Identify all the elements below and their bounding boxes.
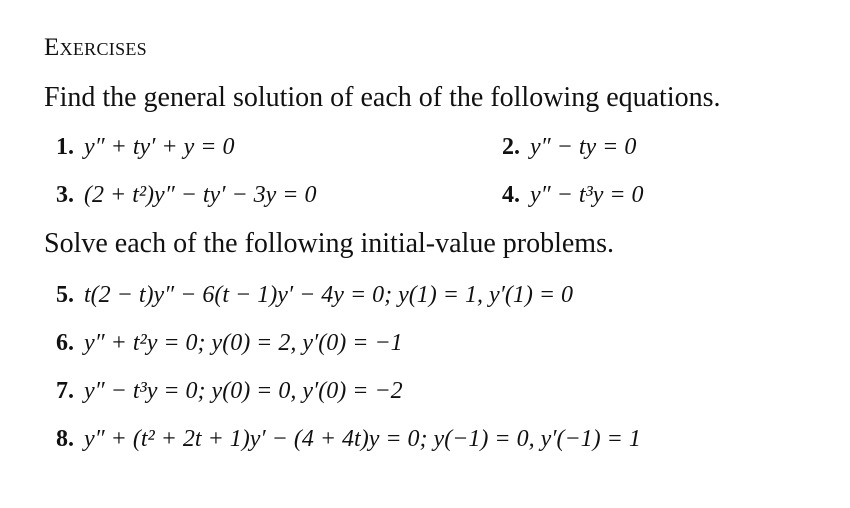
exercise-4 — [502, 182, 644, 209]
exercise-equation: y″ − t³y = 0; y(0) = 0, y′(0) = −2 — [84, 378, 403, 404]
exercise-3 — [56, 182, 317, 209]
exercise-equation: y″ + (t² + 2t + 1)y′ − (4 + 4t)y = 0; y(−1) = 0, y′(−1) = 1 — [84, 426, 641, 452]
section-heading: Exercises — [44, 34, 147, 61]
exercise-number: 3. — [56, 182, 74, 208]
exercise-number: 7. — [56, 378, 74, 404]
exercise-number: 4. — [502, 182, 520, 208]
exercise-7 — [56, 378, 403, 405]
exercise-5 — [56, 282, 573, 309]
exercise-2 — [502, 134, 636, 161]
exercise-equation: t(2 − t)y″ − 6(t − 1)y′ − 4y = 0; y(1) = 1, y′(1) = 0 — [84, 282, 574, 308]
exercise-number: 1. — [56, 134, 74, 160]
exercise-equation: y″ + t²y = 0; y(0) = 2, y′(0) = −1 — [84, 330, 403, 356]
exercise-equation: (2 + t²)y″ − ty′ − 3y = 0 — [84, 182, 317, 208]
exercise-number: 2. — [502, 134, 520, 160]
exercise-number: 5. — [56, 282, 74, 308]
exercise-6 — [56, 330, 403, 357]
exercise-number: 8. — [56, 426, 74, 452]
exercise-equation: y″ + ty′ + y = 0 — [84, 134, 235, 160]
exercise-number: 6. — [56, 330, 74, 356]
exercise-equation: y″ − ty = 0 — [530, 134, 637, 160]
instruction-general-solution: Find the general solution of each of the following equations. — [44, 82, 721, 113]
exercise-8 — [56, 426, 641, 453]
exercise-1 — [56, 134, 234, 161]
exercise-equation: y″ − t³y = 0 — [530, 182, 644, 208]
instruction-initial-value: Solve each of the following initial-value problems. — [44, 228, 614, 259]
